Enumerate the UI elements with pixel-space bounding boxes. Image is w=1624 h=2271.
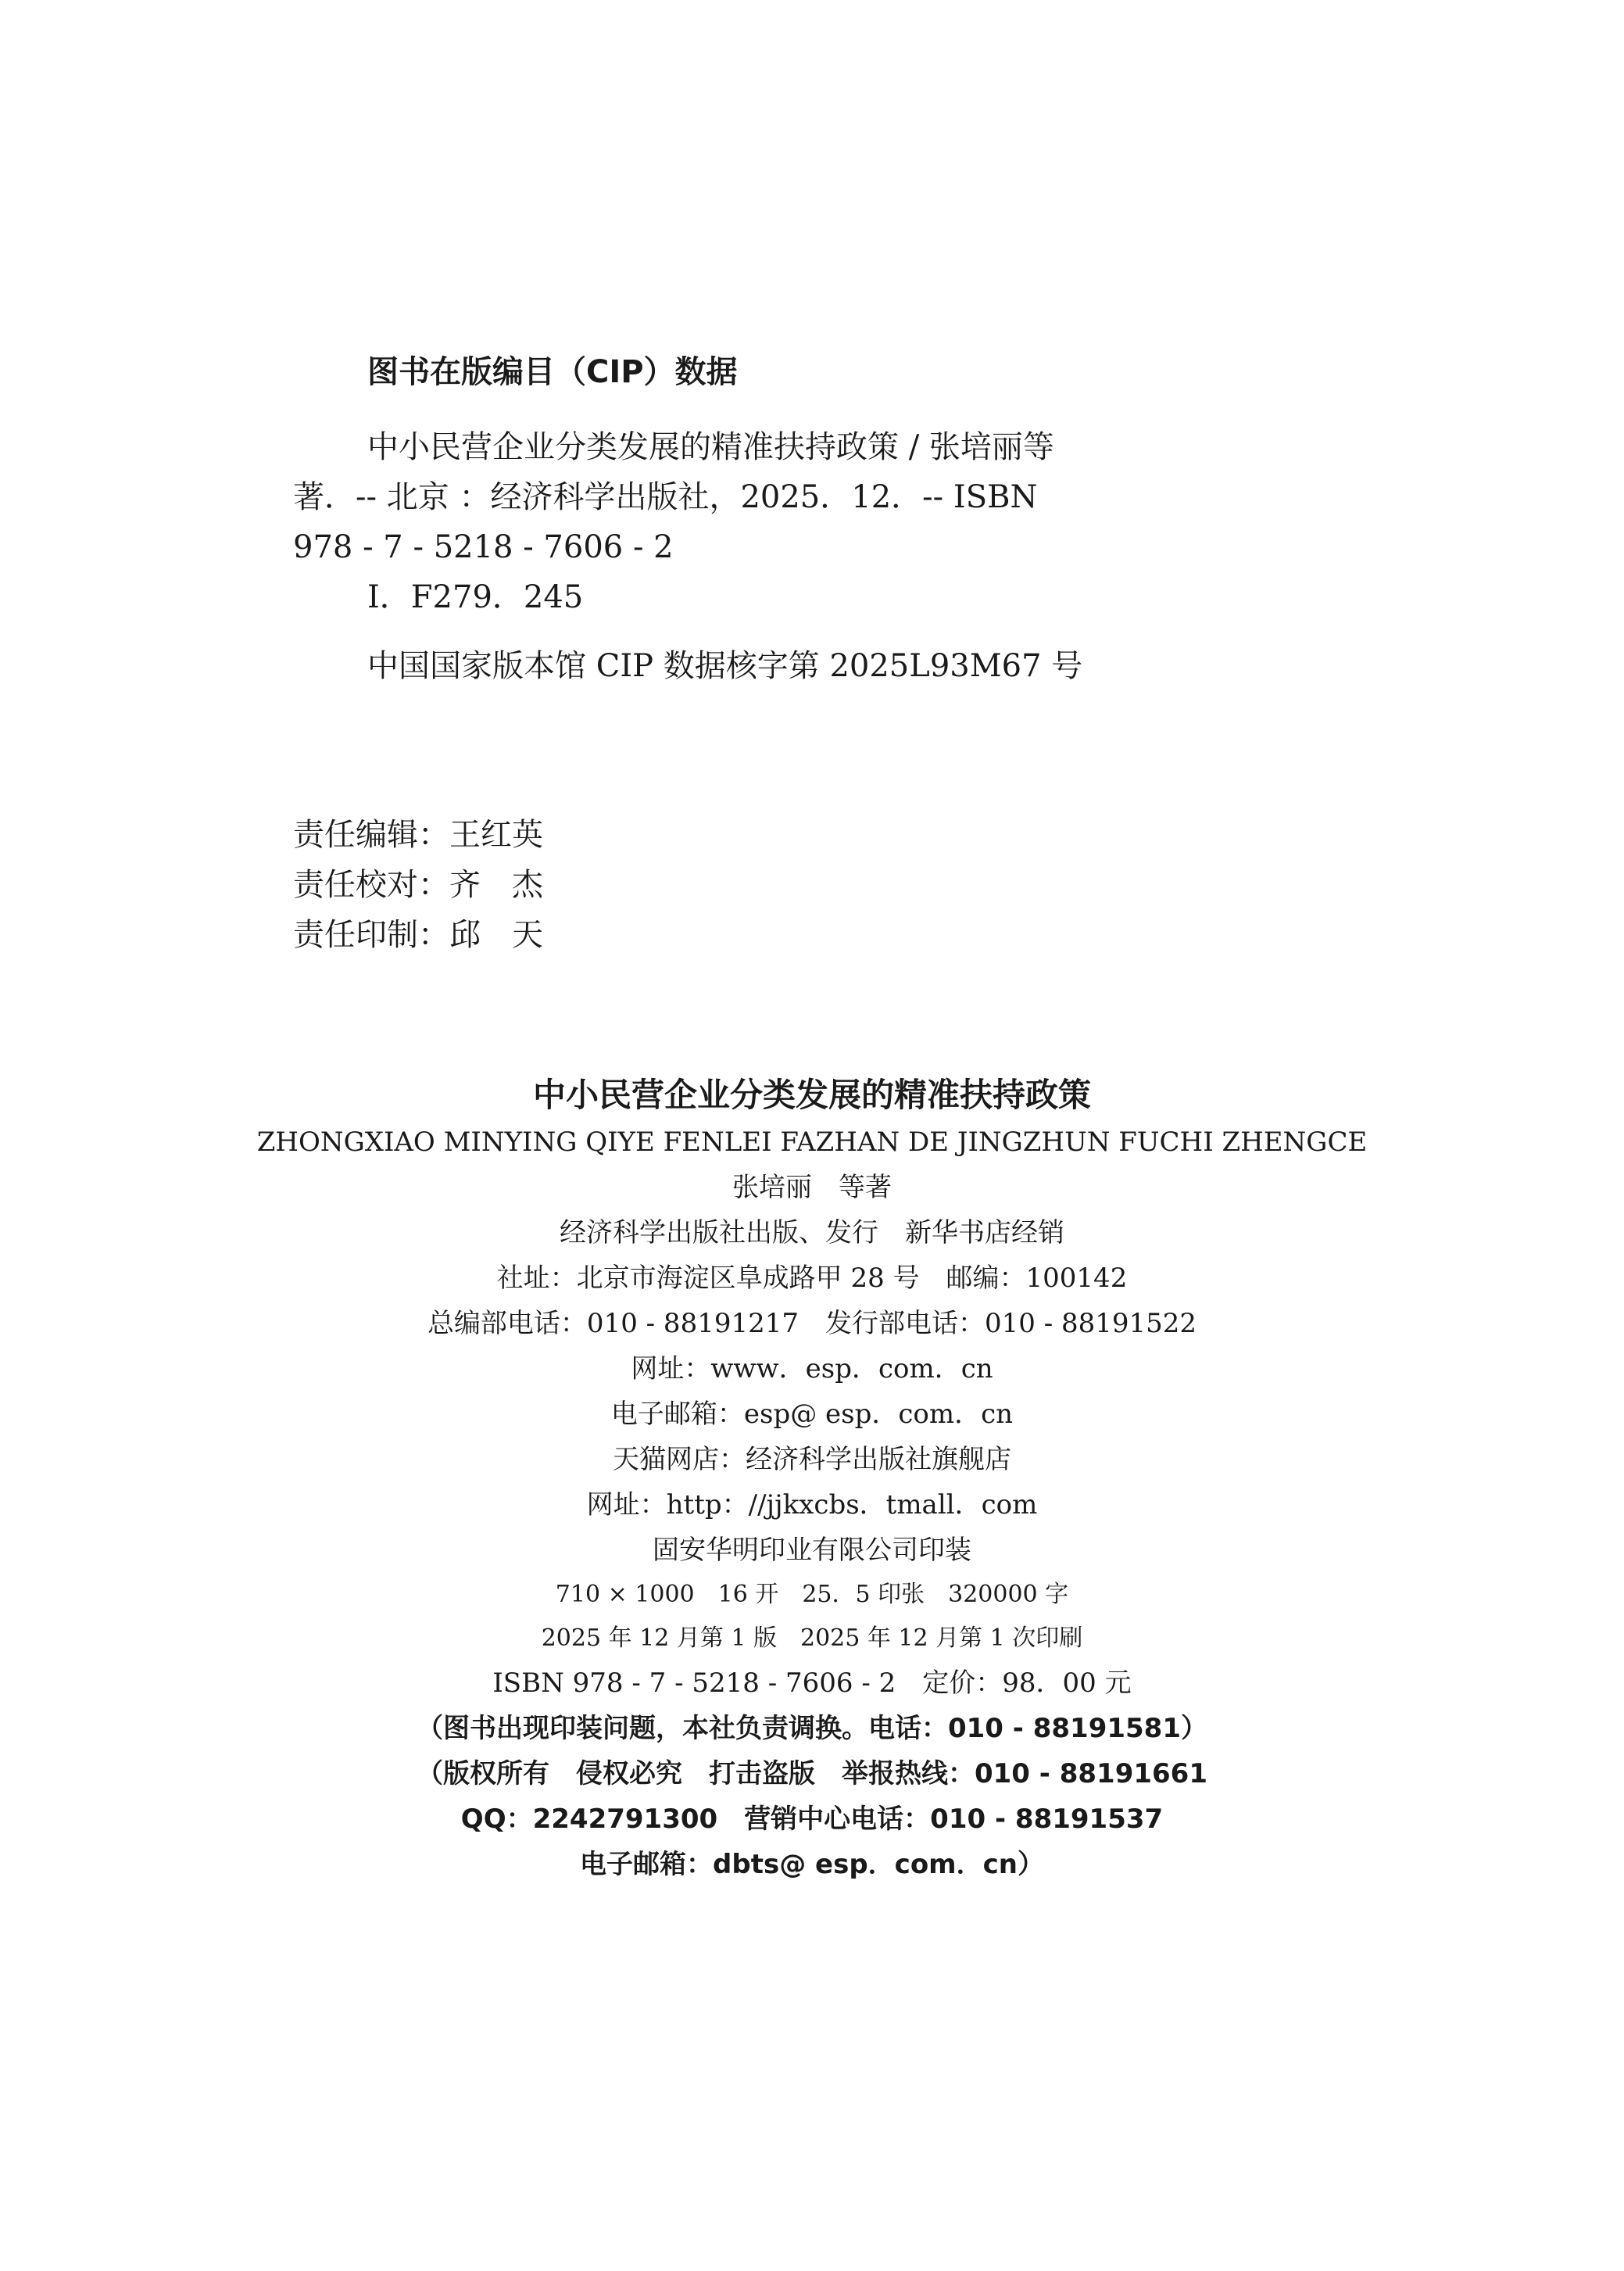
publisher-line: 经济科学出版社出版、发行 新华书店经销 (560, 1217, 1064, 1248)
cip-record-line: 978 - 7 - 5218 - 7606 - 2 (293, 529, 674, 565)
book-format: 710 × 1000 16 开 25．5 印张 320000 字 (555, 1581, 1069, 1608)
tmall-url: 网址：http：//jjkxcbs．tmall．com (586, 1489, 1038, 1521)
colophon (0, 1071, 1624, 1887)
responsible-printing: 责任印制：邱 天 (293, 917, 543, 953)
printer: 固安华明印业有限公司印装 (653, 1535, 971, 1566)
cip-approval-number: 中国国家版本馆 CIP 数据核字第 2025L93M67 号 (367, 648, 1083, 684)
cip-record-line: 著．-- 北京 ：经济科学出版社，2025．12．-- ISBN (293, 479, 1038, 515)
edition-info: 2025 年 12 月第 1 版 2025 年 12 月第 1 次印刷 (541, 1624, 1083, 1652)
notice-rights: （版权所有 侵权必究 打击盗版 举报热线：010 - 88191661 (416, 1758, 1207, 1789)
cip-heading: 图书在版编目（CIP）数据 (367, 354, 738, 390)
tmall-store: 天猫网店：经济科学出版社旗舰店 (613, 1444, 1011, 1475)
responsible-staff (293, 810, 543, 960)
isbn-price: ISBN 978 - 7 - 5218 - 7606 - 2 定价：98．00 元 (492, 1667, 1132, 1699)
cip-data-block (293, 350, 1168, 691)
notice-email: 电子邮箱：dbts@ esp．com．cn） (580, 1849, 1044, 1880)
book-title: 中小民营企业分类发展的精准扶持政策 (532, 1076, 1091, 1114)
book-title-pinyin: ZHONGXIAO MINYING QIYE FENLEI FAZHAN DE JINGZHUN FUCHI ZHENGCE (256, 1127, 1368, 1158)
responsible-proofreader: 责任校对：齐 杰 (293, 867, 543, 903)
publisher-email: 电子邮箱：esp@ esp．com．cn (610, 1399, 1014, 1430)
publisher-phones: 总编部电话：010 - 88191217 发行部电话：010 - 88191522 (427, 1308, 1197, 1339)
publisher-website: 网址：www．esp．com．cn (631, 1353, 993, 1384)
responsible-editor: 责任编辑：王红英 (293, 817, 543, 853)
notice-print-issue: （图书出现印装问题，本社负责调换。电话：010 - 88191581） (416, 1713, 1207, 1744)
notice-qq: QQ：2242791300 营销中心电话：010 - 88191537 (460, 1804, 1164, 1835)
cip-record-line: 中小民营企业分类发展的精准扶持政策 / 张培丽等 (367, 429, 1054, 465)
publisher-address: 社址：北京市海淀区阜成路甲 28 号 邮编：100142 (496, 1263, 1128, 1294)
cip-classification: Ⅰ．F279．245 (367, 579, 584, 615)
authors: 张培丽 等著 (732, 1172, 892, 1203)
